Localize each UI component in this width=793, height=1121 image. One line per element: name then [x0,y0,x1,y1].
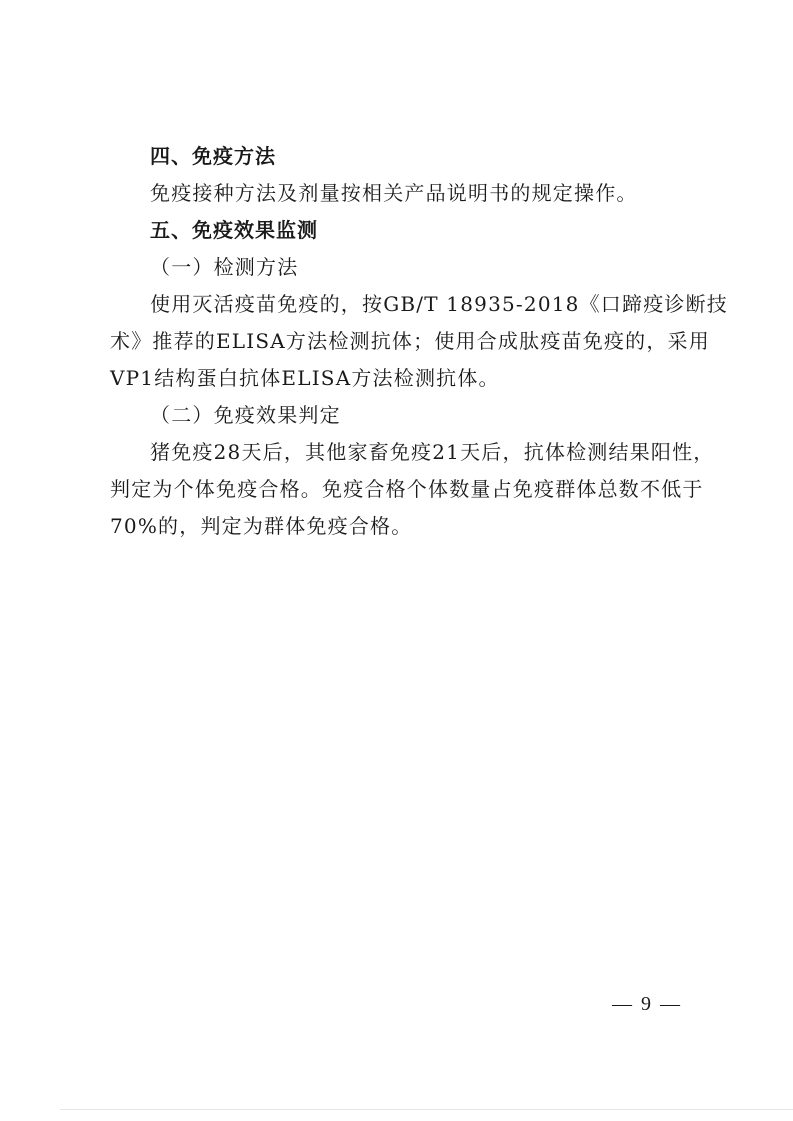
paragraph-line: 70%的，判定为群体免疫合格。 [110,514,413,538]
paragraph-line: 判定为个体免疫合格。免疫合格个体数量占免疫群体总数不低于 [110,477,704,501]
subsection-2-heading: （二）免疫效果判定 [150,403,341,427]
page-edge-divider [60,1109,793,1110]
page-number: — 9 — [612,993,682,1015]
paragraph-line: VP1结构蛋白抗体ELISA方法检测抗体。 [110,366,500,390]
paragraph-line: 使用灭活疫苗免疫的，按GB/T 18935-2018《口蹄疫诊断技 [150,292,728,316]
section-4-paragraph: 免疫接种方法及剂量按相关产品说明书的规定操作。 [150,181,638,205]
document-body [110,138,728,545]
paragraph-line: 术》推荐的ELISA方法检测抗体；使用合成肽疫苗免疫的，采用 [110,329,710,353]
paragraph-line: 猪免疫28天后，其他家畜免疫21天后，抗体检测结果阳性， [150,440,715,464]
section-5-heading: 五、免疫效果监测 [150,218,318,242]
section-4-heading: 四、免疫方法 [150,144,276,168]
subsection-1-heading: （一）检测方法 [150,255,299,279]
